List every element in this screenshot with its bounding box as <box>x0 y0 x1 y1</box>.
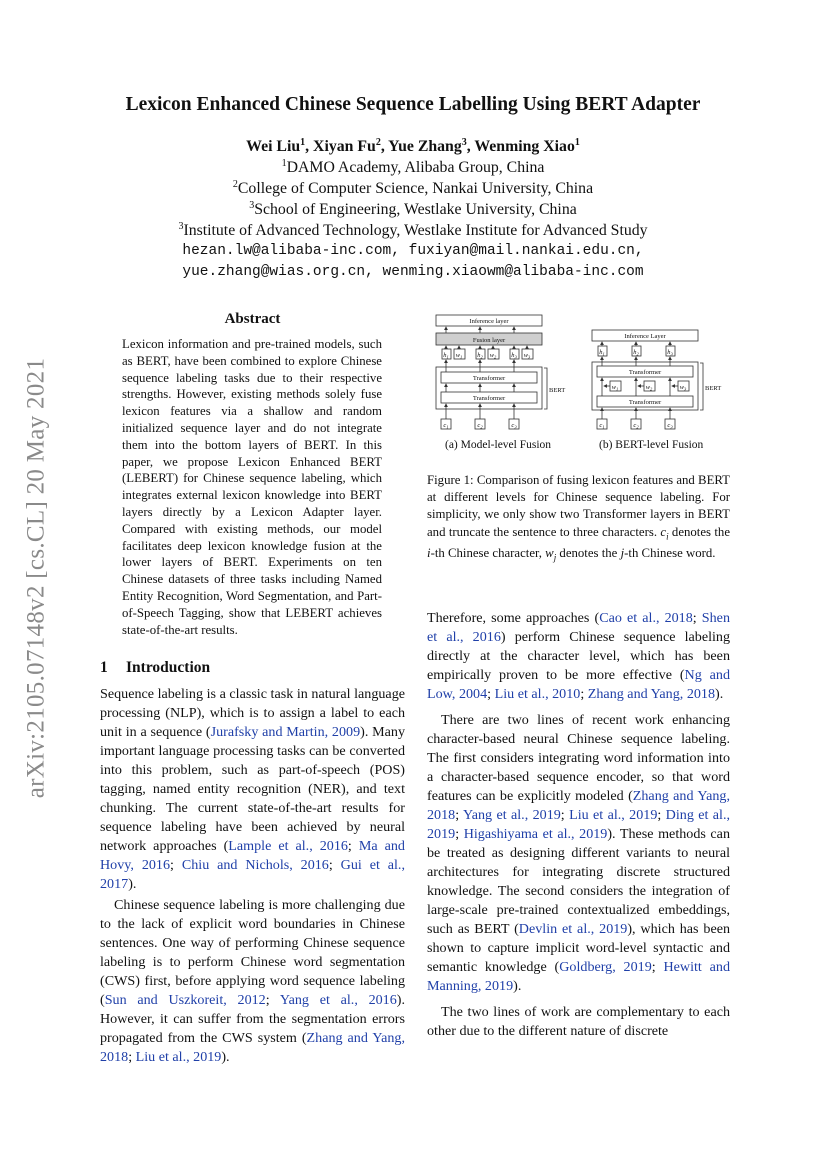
bert-level-fusion-diagram <box>592 330 703 429</box>
w-node-label: $w_2$ <box>489 352 497 360</box>
fusion-layer-label: Fusion layer <box>472 337 506 344</box>
affiliation: $^3$School of Engineering, Westlake University, China <box>249 200 577 218</box>
figure-caption: Figure 1: Comparison of fusing lexicon features and BERT at different levels for Chinese sequence labeling. For simplicity, we only show two Transformer layers in BERT and truncate the sentence to three characters. $c_i$ denotes the i-th Chinese character, $w_j$ denotes the j-th Chinese word. <box>427 473 730 563</box>
inference-layer-label: Inference layer <box>469 318 509 325</box>
abstract-body: Lexicon information and pre-trained models, such as BERT, have been combined to explore Chinese sequence labeling tasks due to their respective strengths. However, existing methods solely fuse lexicon features via a shallow and random initialized sequence layer and do not integrate them into the bottom layers of BERT. In this paper, we propose Lexicon Enhanced BERT (LEBERT) for Chinese sequence labeling, which integrates external lexicon knowledge into BERT layers directly by a Lexicon Adapter layer. Compared with existing methods, our model facilitates deep lexicon knowledge fusion at the lower layers of BERT. Experiments on ten Chinese datasets of three tasks including Named Entity Recognition, Word Segmentation, and Part-of-Speech Tagging, show that LEBERT achieves state-of-the-art results. <box>122 337 382 637</box>
c-node-label: $c_3$ <box>511 422 517 430</box>
w-node-label: $w_3$ <box>523 352 531 360</box>
affiliation: $^3$Institute of Advanced Technology, Westlake Institute for Advanced Study <box>178 221 648 239</box>
citation-link[interactable]: Shen et al., 2016 <box>427 610 730 645</box>
h-node-label: $h_1$ <box>599 349 605 357</box>
transformer-label: Transformer <box>628 399 662 406</box>
w-node-label: $w_3$ <box>679 384 687 392</box>
figure-diagram <box>428 312 730 437</box>
transformer-label: Transformer <box>472 395 506 402</box>
paragraph: Sequence labeling is a classic task in natural language processing (NLP), which is to assign a label to each unit in a sequence (Jurafsky and Martin, 2009). Many important language processing tasks can be converted into this problem, such as part-of-speech (POS) tagging, named entity recognition (NER), and text chunking. The current state-of-the-art results for sequence labeling have been achieved by neural network approaches (Lample et al., 2016; Ma and Hovy, 2016; Chiu and Nichols, 2016; Gui et al., 2017). <box>100 686 406 892</box>
citation-link[interactable]: Liu et al., 2019 <box>569 807 658 823</box>
citation-link[interactable]: Zhang and Yang, 2018 <box>100 1030 405 1065</box>
paragraph: Therefore, some approaches (Cao et al., 2018; Shen et al., 2016) perform Chinese sequence labeling directly at the character level, which has been empirically proven to be more effective (Ng and Low, 2004; Liu et al., 2010; Zhang and Yang, 2018). <box>427 610 730 702</box>
transformer-label: Transformer <box>628 369 662 376</box>
author-block <box>0 136 826 283</box>
c-node-label: $c_3$ <box>667 422 673 430</box>
abstract-heading: Abstract <box>224 311 281 327</box>
citation-link[interactable]: Liu et al., 2019 <box>135 1049 222 1065</box>
model-level-fusion-diagram <box>436 315 547 429</box>
citation-link[interactable]: Ding et al., 2019 <box>427 807 731 842</box>
c-node-label: $c_1$ <box>599 422 605 430</box>
arxiv-id: arXiv:2105.07148v2 [cs.CL] 20 May 2021 <box>22 357 50 799</box>
paragraph: Chinese sequence labeling is more challenging due to the lack of explicit word boundaries in Chinese sentences. One way of performing Chinese sequence labeling is to perform Chinese word segmentation (CWS) first, before applying word sequence labeling (Sun and Uszkoreit, 2012; Yang et al., 2016). However, it can suffer from the segmentation errors propagated from the CWS system (Zhang and Yang, 2018; Liu et al., 2019). <box>100 897 405 1065</box>
affiliation: $^1$DAMO Academy, Alibaba Group, China <box>281 158 545 176</box>
h-node-label: $h_2$ <box>477 352 483 360</box>
paragraph: There are two lines of recent work enhancing character-based neural Chinese sequence labeling. The first considers integrating word information into a character-based sequence encoder, so that word features can be explicitly modeled (Zhang and Yang, 2018; Yang et al., 2019; Liu et al., 2019; Ding et al., 2019; Higashiyama et al., 2019). These methods can be treated as designing different variants to neural architectures for integrating discrete structured knowledge. The second considers the integration of large-scale pre-trained contextualized embeddings, such as BERT (Devlin et al., 2019), which has been shown to capture implicit word-level syntactic and semantic knowledge (Goldberg, 2019; Hewitt and Manning, 2019). <box>427 712 731 994</box>
figure-1 <box>428 312 730 437</box>
citation-link[interactable]: Yang et al., 2016 <box>279 992 397 1008</box>
citation-link[interactable]: Jurafsky and Martin, 2009 <box>210 724 361 740</box>
citation-link[interactable]: Lample et al., 2016 <box>228 838 348 854</box>
email-line[interactable]: hezan.lw@alibaba-inc.com, fuxiyan@mail.nankai.edu.cn, <box>182 243 644 259</box>
citation-link[interactable]: Higashiyama et al., 2019 <box>463 826 608 842</box>
citation-link[interactable]: Gui et al., 2017 <box>100 857 405 892</box>
citation-link[interactable]: Ng and Low, 2004 <box>427 667 730 702</box>
w-node-label: $w_1$ <box>611 384 619 392</box>
citation-link[interactable]: Ma and Hovy, 2016 <box>100 838 405 873</box>
affiliation: $^2$College of Computer Science, Nankai University, China <box>232 179 594 197</box>
c-node-label: $c_2$ <box>477 422 483 430</box>
citation-link[interactable]: Zhang and Yang, 2018 <box>427 788 730 823</box>
citation-link[interactable]: Hewitt and Manning, 2019 <box>427 959 731 994</box>
subcaption-a: (a) Model-level Fusion <box>445 439 552 451</box>
subcaption-b: (b) BERT-level Fusion <box>599 439 704 451</box>
section-heading: 1 Introduction <box>100 659 211 676</box>
h-node-label: $h_3$ <box>511 352 517 360</box>
citation-link[interactable]: Goldberg, 2019 <box>559 959 652 975</box>
bert-label: BERT <box>705 385 722 392</box>
citation-link[interactable]: Chiu and Nichols, 2016 <box>181 857 329 873</box>
inference-layer-label: Inference Layer <box>624 333 666 340</box>
citation-link[interactable]: Cao et al., 2018 <box>599 610 693 626</box>
left-column-text <box>100 685 405 1067</box>
citation-link[interactable]: Devlin et al., 2019 <box>518 921 628 937</box>
citation-link[interactable]: Liu et al., 2010 <box>494 686 581 702</box>
author-names: Wei Liu$^1$, Xiyan Fu$^2$, Yue Zhang$^3$, Wenming Xiao$^1$ <box>246 137 580 155</box>
h-node-label: $h_2$ <box>633 349 639 357</box>
paragraph: The two lines of work are complementary to each other due to the different nature of discrete <box>427 1004 730 1039</box>
citation-link[interactable]: Yang et al., 2019 <box>462 807 561 823</box>
w-node-label: $w_1$ <box>455 352 463 360</box>
arxiv-stamp <box>6 318 66 838</box>
h-node-label: $h_3$ <box>667 349 673 357</box>
email-line[interactable]: yue.zhang@wias.org.cn, wenming.xiaowm@alibaba-inc.com <box>182 264 644 280</box>
w-node-label: $w_2$ <box>645 384 653 392</box>
c-node-label: $c_1$ <box>443 422 449 430</box>
citation-link[interactable]: Sun and Uszkoreit, 2012 <box>104 992 266 1008</box>
right-column-text <box>427 609 730 1041</box>
h-node-label: $h_1$ <box>443 352 449 360</box>
bert-label: BERT <box>549 387 566 394</box>
citation-link[interactable]: Zhang and Yang, 2018 <box>587 686 716 702</box>
paper-title: Lexicon Enhanced Chinese Sequence Labelling Using BERT Adapter <box>125 94 701 115</box>
c-node-label: $c_2$ <box>633 422 639 430</box>
transformer-label: Transformer <box>472 375 506 382</box>
